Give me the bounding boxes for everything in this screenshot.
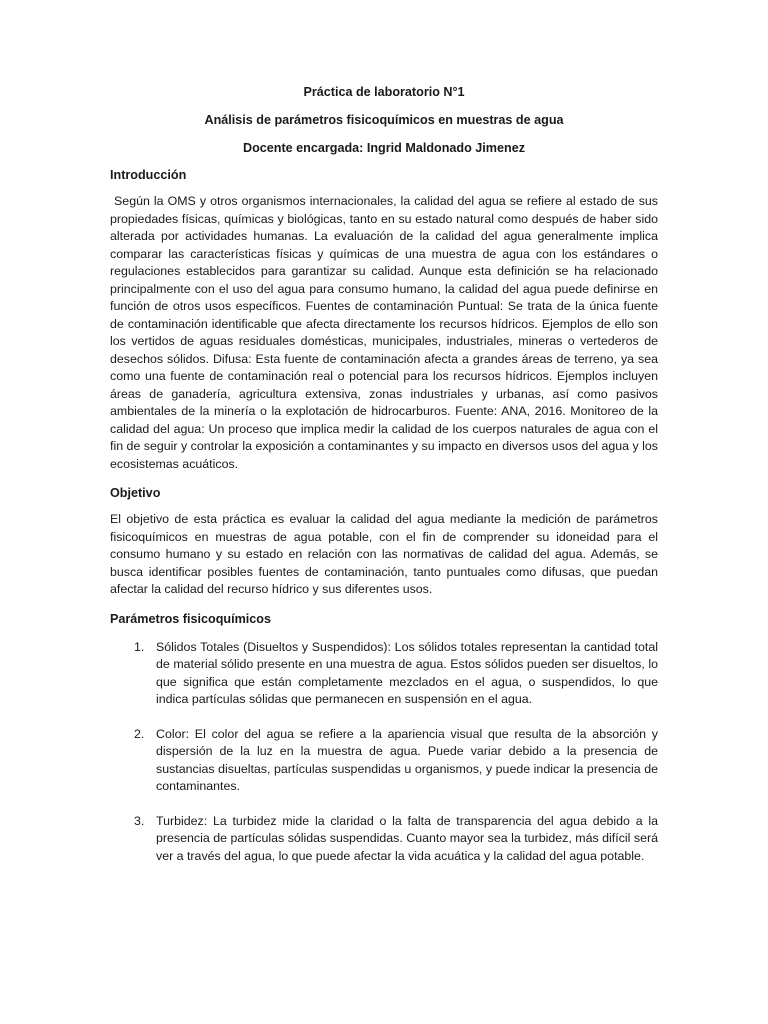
introduction-heading: Introducción <box>110 168 187 182</box>
list-item <box>110 813 658 866</box>
list-item <box>110 726 658 796</box>
list-item-text: Sólidos Totales (Disueltos y Suspendidos): Los sólidos totales representan la cantidad total de material sólido presente en una muestra de agua. Estos sólidos pueden ser disueltos, lo que significa que están completamente mezclados en el agua, o suspendidos, lo que indica partículas sólidas que permanecen en suspensión en el agua. <box>156 639 658 706</box>
document-subtitle: Análisis de parámetros fisicoquímicos en muestras de agua <box>204 113 564 127</box>
list-item-number: 3. <box>134 813 145 828</box>
list-item-text: Color: El color del agua se refiere a la apariencia visual que resulta de la absorción y dispersión de la luz en la muestra de agua. Puede variar debido a la presencia de sustancias disueltas, partículas suspendidas u organismos, y puede indicar la presencia de contaminantes. <box>156 726 658 793</box>
document-title: Práctica de laboratorio N°1 <box>303 85 465 99</box>
objective-heading: Objetivo <box>110 486 161 500</box>
list-item-text: Turbidez: La turbidez mide la claridad o la falta de transparencia del agua debido a la presencia de partículas sólidas suspendidas. Cuanto mayor sea la turbidez, más difícil será ver a través del agua, lo que puede afectar la vida acuática y la calidad del agua potable. <box>156 813 658 863</box>
document-teacher: Docente encargada: Ingrid Maldonado Jimenez <box>242 141 525 155</box>
objective-paragraph: El objetivo de esta práctica es evaluar la calidad del agua mediante la medición de parámetros fisicoquímicos en muestras de agua potable, con el fin de comprender su idoneidad para el consumo humano y su estado en relación con las normativas de calidad del agua. Además, se busca identificar posibles fuentes de contaminación, tanto puntuales como difusas, que puedan afectar la calidad del recurso hídrico y sus diferentes usos. <box>110 512 658 596</box>
introduction-paragraph: Según la OMS y otros organismos internacionales, la calidad del agua se refiere al estado de sus propiedades físicas, químicas y biológicas, tanto en su estado natural como después de haber sido alterada por actividades humanas. La evaluación de la calidad del agua generalmente implica comparar las características físicas y químicas de una muestra de agua con los estándares o regulaciones establecidos para garantizar su calidad. Aunque esta definición se ha relacionado principalmente con el uso del agua para consumo humano, la calidad del agua puede definirse en función de otros usos específicos. Fuentes de contaminación Puntual: Se trata de la única fuente de contaminación identificable que afecta directamente los recursos hídricos. Ejemplos de ello son los vertidos de aguas residuales domésticas, municipales, industriales, mineras o vertederos de desechos sólidos. Difusa: Esta fuente de contaminación afecta a grandes áreas de terreno, ya sea como una fuente de contaminación real o potencial para los recursos hídricos. Ejemplos incluyen áreas de ganadería, agricultura extensiva, zonas industriales y urbanas, así como pasivos ambientales de la minería o la explotación de hidrocarburos. Fuente: ANA, 2016. Monitoreo de la calidad del agua: Un proceso que implica medir la calidad de los cuerpos naturales de agua con el fin de seguir y controlar la exposición a contaminantes y su impacto en diversos usos del agua y los ecosistemas acuáticos. <box>110 194 662 471</box>
list-item-number: 2. <box>134 726 145 741</box>
parameters-heading: Parámetros fisicoquímicos <box>110 611 271 626</box>
list-item <box>110 639 658 709</box>
parameters-list <box>110 639 658 866</box>
list-item-number: 1. <box>134 639 145 654</box>
